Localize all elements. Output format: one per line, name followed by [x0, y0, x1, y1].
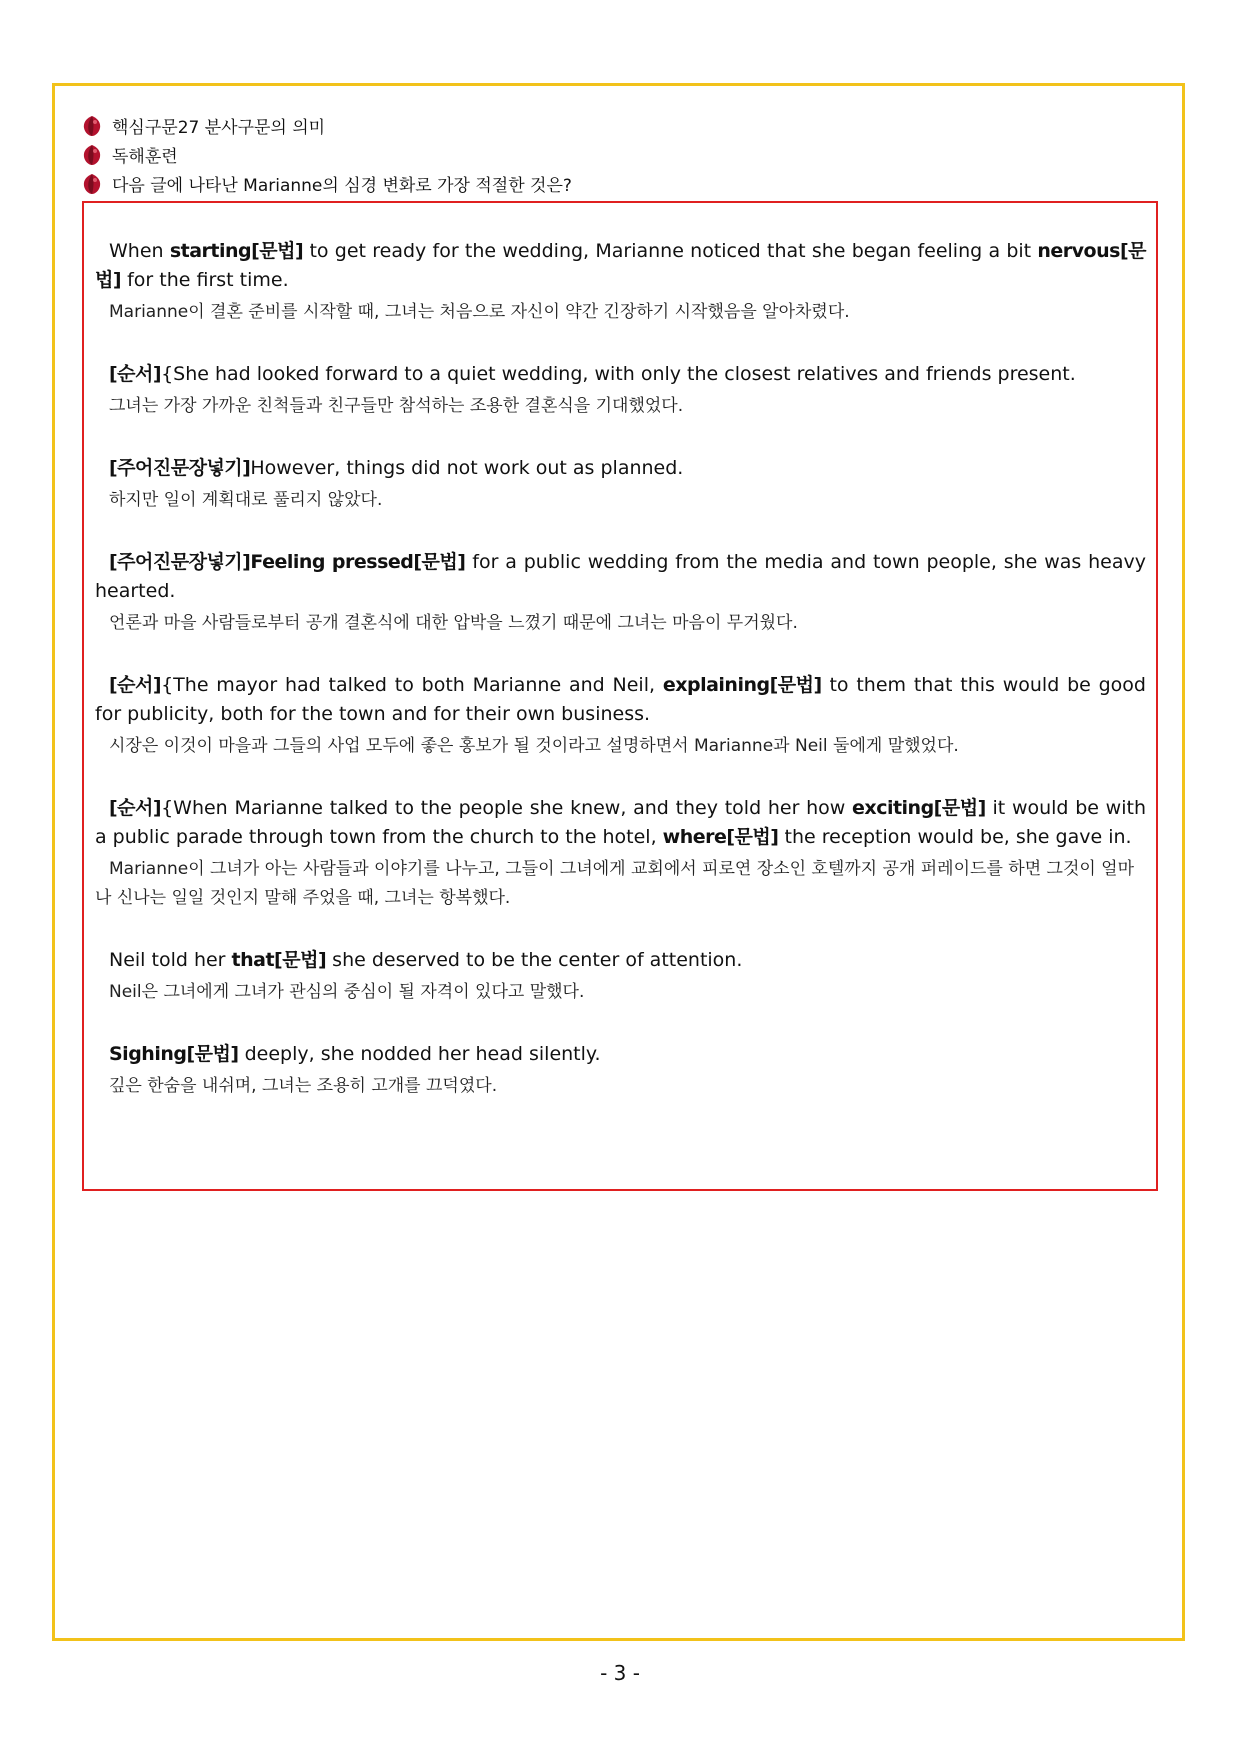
text-run: However, things did not work out as planned.	[250, 457, 684, 479]
header-item-section	[82, 140, 572, 169]
sentence-block-8	[95, 1040, 1146, 1101]
sentence-block-1	[95, 237, 1146, 327]
sentence-block-6	[95, 794, 1146, 913]
english-sentence	[95, 454, 1146, 483]
english-sentence	[95, 237, 1146, 295]
insertion-tag: [주어진문장넣기]	[109, 551, 251, 573]
text-run: Neil told her	[109, 949, 232, 971]
red-gem-bullet-icon	[82, 173, 102, 195]
red-gem-bullet-icon	[82, 144, 102, 166]
grammar-keyword: that[문법]	[231, 949, 327, 971]
sentence-block-7	[95, 946, 1146, 1007]
text-run: she deserved to be the center of attention.	[326, 949, 743, 971]
grammar-keyword: Sighing[문법]	[109, 1043, 239, 1065]
korean-translation: Neil은 그녀에게 그녀가 관심의 중심이 될 자격이 있다고 말했다.	[109, 982, 585, 1002]
korean-translation: Marianne이 결혼 준비를 시작할 때, 그녀는 처음으로 자신이 약간 긴장하기 시작했음을 알아차렸다.	[109, 302, 850, 322]
order-tag: [순서]	[109, 797, 162, 819]
grammar-keyword: explaining[문법]	[662, 674, 822, 696]
english-sentence	[95, 1040, 1146, 1069]
header-item-question	[82, 169, 572, 198]
sentence-block-4	[95, 548, 1146, 638]
header-item-text: 핵심구문27 분사구문의 의미	[112, 118, 326, 138]
korean-translation: 하지만 일이 계획대로 풀리지 않았다.	[109, 490, 383, 510]
passage-box	[82, 201, 1158, 1191]
korean-translation: 언론과 마을 사람들로부터 공개 결혼식에 대한 압박을 느꼈기 때문에 그녀는 마음이 무거웠다.	[109, 613, 798, 633]
english-sentence	[95, 671, 1146, 729]
insertion-tag: [주어진문장넣기]	[109, 457, 251, 479]
header-list	[82, 111, 572, 198]
page-number: - 3 -	[600, 1661, 640, 1685]
english-sentence	[95, 548, 1146, 606]
korean-translation: 시장은 이것이 마을과 그들의 사업 모두에 좋은 홍보가 될 것이라고 설명하면서 Marianne과 Neil 둘에게 말했었다.	[109, 736, 959, 756]
text-run: deeply, she nodded her head silently.	[238, 1043, 601, 1065]
korean-translation: Marianne이 그녀가 아는 사람들과 이야기를 나누고, 그들이 그녀에게 교회에서 피로연 장소인 호텔까지 공개 퍼레이드를 하면 그것이 얼마나 신나는 일일 것인지 말해 주었을 때, 그녀는 항복했다.	[95, 859, 1135, 908]
text-run: {When Marianne talked to the people she knew, and they told her how	[161, 797, 853, 819]
grammar-keyword: exciting[문법]	[852, 797, 986, 819]
english-sentence	[95, 946, 1146, 975]
sentence-block-2	[95, 360, 1146, 421]
text-run: {She had looked forward to a quiet wedding, with only the closest relatives and friends present.	[161, 363, 1076, 385]
sentence-block-5	[95, 671, 1146, 761]
red-gem-bullet-icon	[82, 115, 102, 137]
english-sentence	[95, 360, 1146, 389]
text-run: the reception would be, she gave in.	[778, 826, 1132, 848]
text-run: to them that this would be good for publicity, both for the town and for their own business.	[95, 674, 1146, 725]
order-tag: [순서]	[109, 674, 162, 696]
order-tag: [순서]	[109, 363, 162, 385]
header-item-text: 다음 글에 나타난 Marianne의 심경 변화로 가장 적절한 것은?	[112, 176, 572, 196]
text-run: When	[109, 240, 170, 262]
grammar-keyword: starting[문법]	[169, 240, 304, 262]
text-run: {The mayor had talked to both Marianne and Neil,	[161, 674, 663, 696]
korean-translation: 그녀는 가장 가까운 친척들과 친구들만 참석하는 조용한 결혼식을 기대했었다.	[109, 396, 684, 416]
grammar-keyword: nervous[문법]	[95, 240, 1146, 291]
text-run: to get ready for the wedding, Marianne noticed that she began feeling a bit	[303, 240, 1038, 262]
grammar-keyword: where[문법]	[662, 826, 779, 848]
korean-translation: 깊은 한숨을 내쉬며, 그녀는 조용히 고개를 끄덕였다.	[109, 1076, 498, 1096]
header-item-text: 독해훈련	[112, 147, 178, 167]
text-run: for a public wedding from the media and town people, she was heavy hearted.	[95, 551, 1146, 602]
sentence-block-3	[95, 454, 1146, 515]
text-run: for the first time.	[121, 269, 289, 291]
grammar-keyword: Feeling pressed[문법]	[250, 551, 466, 573]
english-sentence	[95, 794, 1146, 852]
text-run: it would be with a public parade through town from the church to the hotel,	[95, 797, 1146, 848]
header-item-topic	[82, 111, 572, 140]
